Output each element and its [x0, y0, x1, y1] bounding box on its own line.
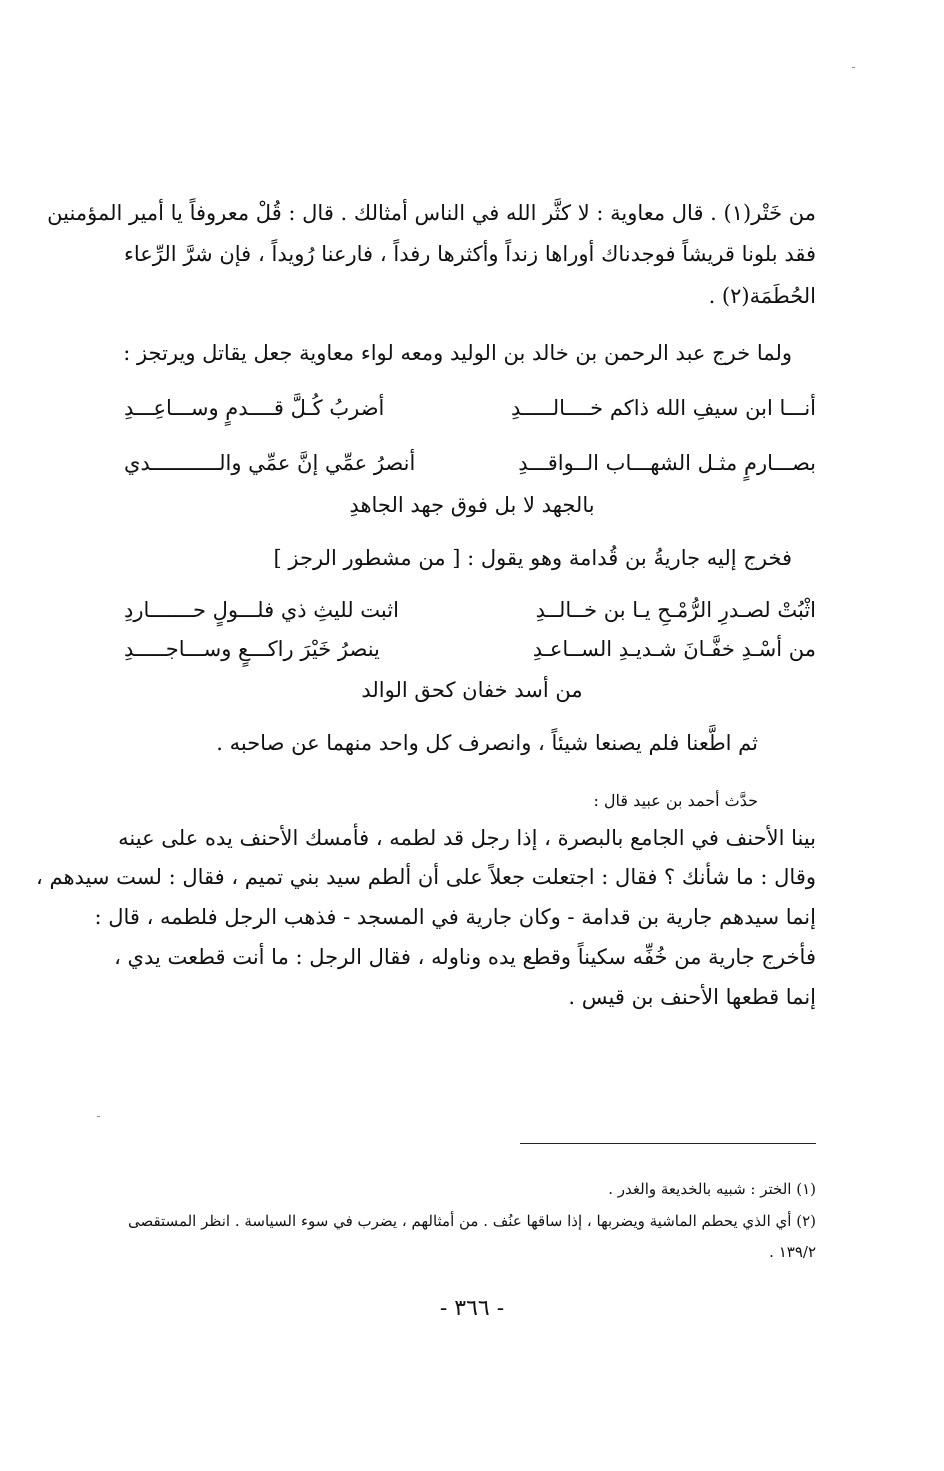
paragraph-2-line-2: وقال : ما شأنك ؟ فقال : اجتعلت جعلاً على أن ألطم سيد بني تميم ، فقال : لست سيدهم ،: [36, 865, 816, 889]
footnote-separator: [520, 1143, 816, 1144]
paragraph-1-line-2: فقد بلونا قريشاً فوجدناك أوراها زنداً وأكثرها رفداً ، فارعنا رُويداً ، فإن شرَّ الرِّعاء: [124, 242, 816, 266]
poem-2-verse-2-first-hemistich: من أسْـدِ خفَّـانَ شـديـدِ الســاعـدِ: [532, 637, 816, 661]
paragraph-2-line-4: فأخرج جارية من خُفِّه سكيناً وقطع يده وناوله ، فقال الرجل : ما أنت قطعت يدي ،: [114, 945, 816, 969]
isnad-line: حدَّث أحمد بن عبيد قال :: [593, 791, 758, 810]
poem-1-verse-1-second-hemistich: أضربُ كُـلَّ قــــدمٍ وســـاعِـــدِ: [124, 396, 385, 420]
poem-2-verse-1: [124, 595, 816, 625]
poem-2-final-line: من أسد خفان كحق الوالد: [361, 678, 583, 702]
poem-2-verse-2-second-hemistich: ينصرُ خَيْرَ راكـــعٍ وســـاجـــــدِ: [124, 637, 380, 661]
poem-1-verse-2: [124, 448, 816, 478]
poem-1-intro: ولما خرج عبد الرحمن بن خالد بن الوليد ومعه لواء معاوية جعل يقاتل ويرتجز :: [123, 341, 792, 365]
poem-2-intro: فخرج إليه جاريةُ بن قُدامة وهو يقول : [ من مشطور الرجز ]: [273, 546, 792, 570]
poem-1-verse-2-first-hemistich: بصـــارمٍ مثـل الشهـــاب الــواقـــدِ: [518, 451, 816, 475]
poem-2-verse-1-first-hemistich: اثْبُتْ لصـدرِ الرُّمْـحِ يـا بن خــالــدِ: [535, 598, 816, 622]
paragraph-2-line-5: إنما قطعها الأحنف بن قيس .: [568, 985, 816, 1009]
closing-sentence: ثم اطَّعنا فلم يصنعا شيئاً ، وانصرف كل واحد منهما عن صاحبه .: [216, 731, 758, 755]
poem-1-verse-1: [124, 393, 816, 423]
footnote-1: (١) الختر : شبيه بالخديعة والغدر .: [608, 1180, 816, 1198]
poem-1-verse-2-second-hemistich: أنصرُ عمِّي إنَّ عمِّي والـــــــــــدي: [124, 451, 416, 475]
poem-1-final-line: بالجهد لا بل فوق جهد الجاهدِ: [349, 493, 595, 517]
footnote-2: (٢) أي الذي يحطم الماشية ويضربها ، إذا ساقها عنُف . من أمثالهم ، يضرب في سوء السياسة . انظر المستقصى: [127, 1212, 816, 1230]
paragraph-1-line-3: الحُطَمَة(٢) .: [708, 284, 816, 308]
scan-speck: [97, 1116, 100, 1117]
poem-2-verse-2: [124, 634, 816, 664]
poem-2-verse-1-second-hemistich: اثبت لليثِ ذي فلـــولٍ حـــــــاردِ: [124, 598, 399, 622]
paragraph-1-line-1: من خَتْر(١) . قال معاوية : لا كثَّر الله في الناس أمثالك . قال : قُلْ معروفاً يا أمير المؤمنين: [47, 201, 816, 225]
page-number: - ٣٦٦ -: [439, 1296, 505, 1321]
paragraph-2-line-1: بينا الأحنف في الجامع بالبصرة ، إذا رجل قد لطمه ، فأمسك الأحنف يده على عينه: [118, 826, 816, 850]
scan-speck: [852, 67, 855, 68]
footnote-2-continuation: ١٣٩/٢ .: [769, 1243, 816, 1261]
paragraph-2-line-3: إنما سيدهم جارية بن قدامة - وكان جارية في المسجد - فذهب الرجل فلطمه ، قال :: [94, 905, 816, 929]
poem-1-verse-1-first-hemistich: أنـــا ابن سيفِ الله ذاكم خــــالـــــدِ: [510, 396, 816, 420]
